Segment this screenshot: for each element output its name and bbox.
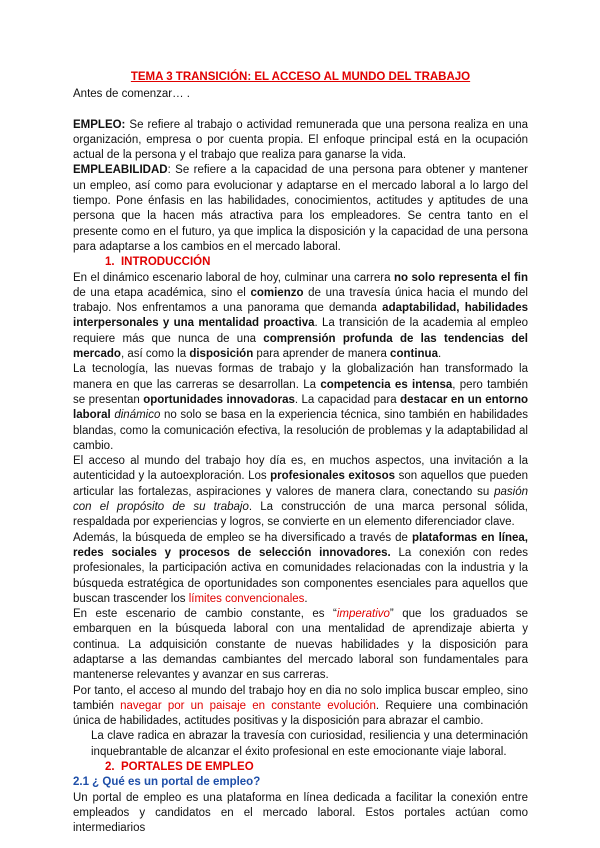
text-run: Por tanto, el acceso al mundo del trabajo hoy en dia no solo implica buscar empleo, sino también — [73, 684, 528, 712]
text-run: no solo se basa en la experiencia técnica, sino también en habilidades blandas, como la comunicación efectiva, la resolución de problemas y la adaptabilidad al cambio. — [73, 409, 528, 452]
text-run: . La capacidad para — [294, 393, 401, 406]
section-heading-portales — [73, 760, 528, 775]
text-run: de una etapa académica, sino el — [73, 286, 251, 299]
text-run: son aquellos que pueden articular las fortalezas, aspiraciones y valores de manera clara, conectando su — [73, 470, 529, 498]
text-run: La conexión con redes profesionales, la participación activa en comunidades relacionadas con la industria y la búsqueda estratégica de oportunidades son componentes esenciales para aquellos que buscan trascender los — [73, 546, 528, 605]
bold-run: continua — [390, 348, 438, 361]
paragraph-2 — [73, 362, 528, 454]
text-run: El acceso al mundo del trabajo hoy día es, en muchos aspectos, una invitación a la autenticidad y la autoexploración. Los — [73, 455, 528, 483]
text-run: . — [304, 592, 308, 605]
empleo-text: Se refiere al trabajo o actividad remunerada que una persona realiza en una organización, empresa o por cuenta propia. El enfoque principal está en la ocupación actual de la persona y el trabajo que realiza para ganarse la vida. — [73, 118, 528, 162]
paragraph-5 — [73, 607, 528, 683]
section-title: INTRODUCCIÓN — [120, 256, 211, 269]
bold-run: comienzo — [250, 286, 304, 299]
empleo-term: EMPLEO: — [73, 118, 126, 131]
bold-run: profesionales exitosos — [270, 470, 396, 483]
section-title: PORTALES DE EMPLEO — [120, 761, 254, 774]
text-run: de una travesía única hacia el mundo del trabajo. Nos enfrentamos a una panorama que demanda — [73, 286, 528, 315]
document-body — [73, 70, 528, 837]
spacer — [73, 103, 528, 118]
text-run: . La construcción de una marca personal sólida, respaldada por experiencias y logros, se convierte en un elemento diferenciador clave. — [73, 501, 528, 529]
empleabilidad-text: : Se refiere a la capacidad de una persona para obtener y mantener un empleo, así como para evolucionar y adaptarse en el mercado laboral a lo largo del tiempo. Pone énfasis en las habilidades, conocimientos, actitudes y aptitudes de una persona que la hacen más atractiva para los empleadores. Se centra tanto en el presente como en el futuro, ya que implica la disposición y la capacidad de una persona para adaptarse a los cambios en el mercado laboral. — [73, 164, 528, 253]
bold-run: destacar en un entorno laboral — [73, 393, 529, 422]
highlight-run: navegar por un paisaje en constante evolución — [120, 699, 376, 712]
paragraph-1 — [73, 271, 528, 363]
paragraph-4 — [73, 531, 528, 607]
section-number: 2. — [105, 761, 115, 774]
paragraph-6 — [73, 684, 528, 730]
bold-run: comprensión profunda de las tendencias del mercado — [73, 332, 528, 361]
text-run: En el dinámico escenario laboral de hoy, culminar una carrera — [73, 271, 394, 284]
highlight-italic-run: imperativo — [336, 608, 390, 621]
bold-run: plataformas en línea, redes sociales y procesos de selección innovadores. — [73, 531, 528, 559]
italic-run: dinámico — [114, 409, 161, 422]
text-run: ” que los graduados se embarquen en la búsqueda laboral con una mentalidad de aprendizaje abierta y continua. La adquisición constante de nuevas habilidades y la disposición para adaptarse a las demandas cambiantes del mercado laboral son fundamentales para mantenerse relevantes y avanzar en sus carreras. — [73, 608, 528, 682]
empleabilidad-term: EMPLEABILIDAD — [73, 164, 168, 177]
text-run: , así como la — [120, 348, 190, 361]
text-run: Además, la búsqueda de empleo se ha diversificado a través de — [73, 531, 412, 544]
section-number: 1. — [105, 256, 115, 269]
intro-line: Antes de comenzar… . — [73, 88, 190, 101]
text-run: . La transición de la academia al empleo requiere más que nunca de una — [73, 317, 528, 345]
text-run: . Requiere una combinación única de habilidades, actitudes positivas y la disposición para abrazar el cambio. — [73, 699, 528, 728]
text-run: . — [437, 348, 442, 361]
text-run: En este escenario de cambio constante, es “ — [73, 608, 337, 621]
section-heading-introduccion — [73, 255, 528, 270]
bold-run: no solo representa el fin — [393, 271, 529, 284]
highlight-run: límites convencionales — [188, 592, 305, 605]
paragraph-3 — [73, 454, 528, 530]
bold-run: competencia es intensa — [320, 378, 453, 391]
text-run: para aprender de manera — [253, 348, 391, 361]
document-title: TEMA 3 TRANSICIÓN: EL ACCESO AL MUNDO DEL TRABAJO — [130, 71, 471, 83]
bold-run: oportunidades innovadoras — [143, 393, 295, 406]
subsection-heading-2-1: 2.1 ¿ Qué es un portal de empleo? — [73, 776, 261, 789]
empleo-definition — [73, 118, 528, 164]
paragraph-7: La clave radica en abrazar la travesía con curiosidad, resiliencia y una determinación inquebrantable de alcanzar el éxito profesional en este emocionante viaje laboral. — [91, 730, 528, 758]
paragraph-8: Un portal de empleo es una plataforma en línea dedicada a facilitar la conexión entre empleados y candidatos en el mercado laboral. Estos portales actúan como intermediarios — [73, 791, 528, 835]
empleabilidad-definition — [73, 163, 528, 255]
text-run: La tecnología, las nuevas formas de trabajo y la globalización han transformado la manera en que las carreras se desarrollan. La — [73, 363, 528, 391]
italic-run: pasión con el propósito de su trabajo — [73, 485, 528, 514]
bold-run: adaptabilidad, habilidades interpersonales y una mentalidad proactiva — [73, 302, 528, 330]
bold-run: disposición — [189, 348, 254, 361]
text-run: , pero también se presentan — [73, 378, 529, 406]
